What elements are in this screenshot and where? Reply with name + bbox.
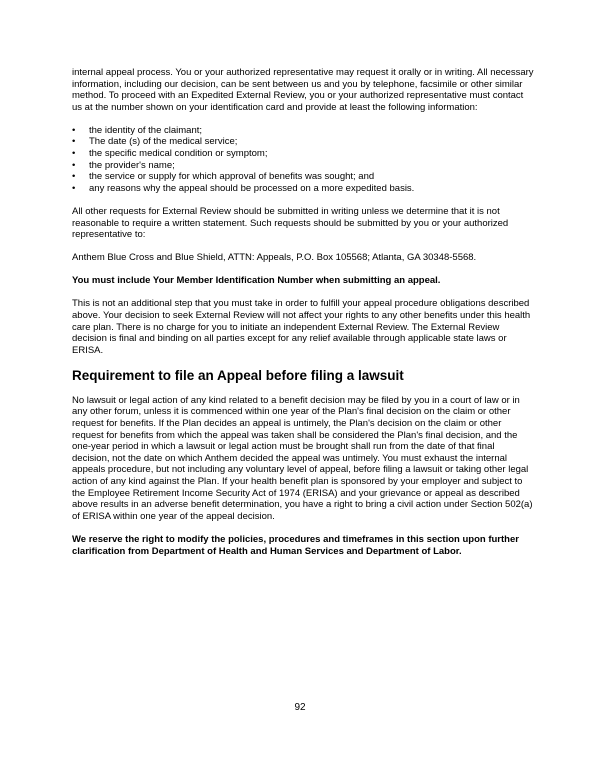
paragraph-lawsuit-requirement: No lawsuit or legal action of any kind related to a benefit decision may be filed by you in a court of law or in any other forum, unless it is commenced within one year of the Plan's final decision on the claim or other request for benefits. If the Plan decides an appeal is untimely, the Plan's decision on the claim or other request for benefits from which the appeal was taken shall be considered the Plan's final decision, and the one-year period in which a lawsuit or legal action must be brought shall run from the date of that final decision, not the date on which Anthem decided the appeal was untimely. You must exhaust the internal appeals procedure, but not including any voluntary level of appeal, before filing a lawsuit or taking other legal action of any kind against the Plan. If your health benefit plan is sponsored by your employer and subject to the Employee Retirement Income Security Act of 1974 (ERISA) and your grievance or appeal as described above results in an adverse benefit determination, you have a right to bring a civil action under Section 502(a) of ERISA within one year of the appeal decision.: [72, 394, 533, 522]
bullet-icon: •: [72, 124, 76, 136]
section-heading: Requirement to file an Appeal before filing a lawsuit: [72, 367, 404, 383]
bullet-icon: •: [72, 159, 76, 171]
list-item: • the provider's name;: [72, 159, 175, 171]
list-item: • the identity of the claimant;: [72, 124, 203, 136]
page-number: 92: [294, 702, 306, 713]
bullet-icon: •: [72, 171, 76, 183]
document-body: [72, 67, 534, 569]
paragraph-written-requests: All other requests for External Review should be submitted in writing unless we determine that it is not reasonable to require a written statement. Such requests should be submitted by you or your authorized representative to:: [72, 205, 509, 241]
list-item: • the specific medical condition or symptom;: [72, 148, 268, 160]
bullet-icon: •: [72, 148, 76, 160]
required-information-list: [72, 125, 534, 195]
appeals-address: Anthem Blue Cross and Blue Shield, ATTN: Appeals, P.O. Box 105568; Atlanta, GA 30348-5568.: [72, 252, 477, 264]
reservation-notice: We reserve the right to modify the policies, procedures and timeframes in this section upon further clarification from Department of Health and Human Services and Department of Labor.: [72, 533, 519, 557]
list-item: • the service or supply for which approval of benefits was sought; and: [72, 171, 375, 183]
list-item: • any reasons why the appeal should be processed on a more expedited basis.: [72, 182, 415, 194]
paragraph-external-review: This is not an additional step that you must take in order to fulfill your appeal procedure obligations described above. Your decision to seek External Review will not affect your rights to any other benefits under this health care plan. There is no charge for you to initiate an independent External Review. The External Review decision is final and binding on all parties except for any relief available through applicable state laws or ERISA.: [72, 298, 531, 356]
list-item: • The date (s) of the medical service;: [72, 136, 238, 148]
bullet-icon: •: [72, 182, 76, 194]
paragraph-expedited-review: internal appeal process. You or your authorized representative may request it orally or in writing. All necessary information, including our decision, can be sent between us and you by telephone, facsimile or other similar method. To proceed with an Expedited External Review, you or your authorized representative must contact us at the number shown on your identification card and provide at least the following information:: [72, 67, 534, 113]
bullet-icon: •: [72, 136, 76, 148]
member-id-notice: You must include Your Member Identification Number when submitting an appeal.: [72, 275, 441, 287]
